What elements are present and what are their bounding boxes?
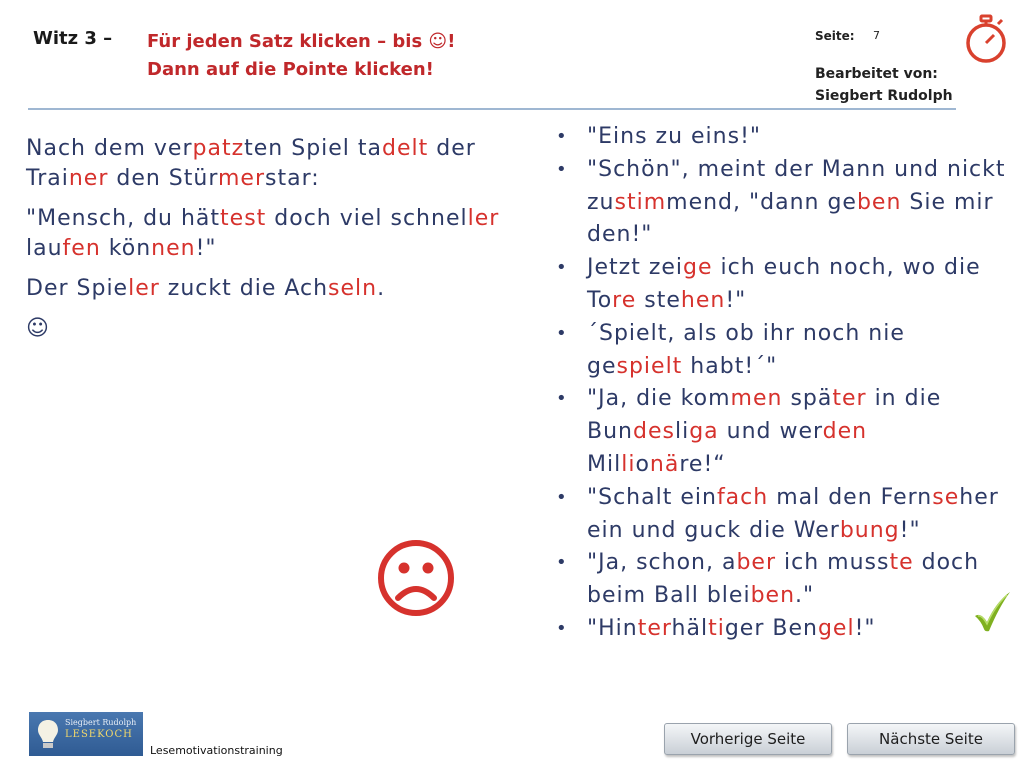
text-segment: "Hin [587, 615, 638, 641]
text-segment: . [377, 276, 386, 301]
text-segment: !" [195, 236, 217, 261]
highlighted-syllable: spielt [616, 353, 683, 379]
text-segment: star: [265, 166, 320, 191]
author-name: Siegbert Rudolph [815, 88, 953, 104]
option-item[interactable] [556, 154, 1006, 252]
option-item[interactable] [556, 121, 1006, 154]
stopwatch-icon[interactable] [962, 14, 1010, 64]
highlighted-syllable: den [822, 419, 868, 445]
page-number: 7 [873, 29, 880, 42]
highlighted-syllable: bung [839, 517, 900, 543]
highlighted-syllable: re [612, 287, 637, 313]
highlighted-syllable: ben [750, 583, 796, 609]
highlighted-syllable: li [621, 451, 636, 477]
joke-number-label: Witz 3 – [33, 28, 113, 49]
highlighted-syllable: test [220, 206, 267, 231]
text-segment: her ein und guck die Wer [587, 484, 999, 543]
training-label: Lesemotivationstraining [150, 744, 283, 757]
text-segment: habt!´" [682, 353, 778, 379]
text-segment: kön [100, 236, 152, 261]
punchline-options [556, 121, 1006, 646]
intro-paragraph[interactable] [26, 274, 526, 304]
text-segment: ger Ben [724, 615, 818, 641]
text-segment: der Trai [26, 136, 476, 191]
instruction-line-1: Für jeden Satz klicken – bis ☺! [147, 31, 456, 52]
bullet-marker: • [556, 552, 568, 574]
bullet-marker: • [556, 388, 568, 410]
text-segment: "Ja, die kom [587, 386, 731, 412]
text-segment: Sie mir den!" [587, 189, 994, 248]
highlighted-syllable: men [730, 386, 783, 412]
highlighted-syllable: te [889, 550, 914, 576]
checkmark-icon[interactable] [972, 590, 1012, 634]
joke-intro [26, 134, 526, 354]
logo-wordmark: LESEKOCH [65, 729, 133, 740]
highlighted-syllable: ler [467, 206, 500, 231]
highlighted-syllable: ner [68, 166, 109, 191]
lightbulb-icon [37, 718, 59, 750]
text-segment: ste [636, 287, 681, 313]
text-segment: !" [854, 615, 876, 641]
intro-paragraph[interactable] [26, 204, 526, 264]
highlighted-syllable: nen [151, 236, 196, 261]
text-segment: und wer [718, 419, 823, 445]
bullet-marker: • [556, 126, 568, 147]
bullet-marker: • [556, 257, 568, 279]
logo-author: Siegbert Rudolph [65, 718, 137, 727]
text-segment: mal den Fern [768, 484, 933, 510]
text-segment: doch viel schnel [266, 206, 468, 231]
highlighted-syllable: mer [218, 166, 266, 191]
text-segment: ten Spiel ta [244, 136, 383, 161]
highlighted-syllable: hen [680, 287, 726, 313]
text-segment: Der Spie [26, 276, 129, 301]
text-segment: "Ja, schon, a [587, 550, 737, 576]
text-segment: !" [725, 287, 747, 313]
text-segment: zuckt die Ach [159, 276, 329, 301]
edited-by-label: Bearbeitet von: [815, 66, 938, 82]
instruction-line-2: Dann auf die Pointe klicken! [147, 59, 434, 80]
intro-paragraph[interactable] [26, 134, 526, 194]
bullet-marker: • [556, 322, 568, 344]
highlighted-syllable: ga [689, 419, 719, 445]
highlighted-syllable: patz [192, 136, 245, 161]
highlighted-syllable: ter [832, 386, 867, 412]
instruction-text [147, 28, 455, 84]
highlighted-syllable: nä [649, 451, 680, 477]
next-page-button[interactable]: Nächste Seite [847, 723, 1015, 755]
text-segment: doch beim Ball blei [587, 550, 980, 609]
highlighted-syllable: fach [716, 484, 769, 510]
text-segment: o [635, 451, 650, 477]
highlighted-syllable: ben [856, 189, 902, 215]
text-segment: den Stür [108, 166, 218, 191]
option-item[interactable] [556, 482, 1006, 548]
bullet-marker: • [556, 486, 568, 508]
highlighted-syllable: ti [708, 615, 725, 641]
option-item[interactable] [556, 318, 1006, 384]
option-item[interactable] [556, 613, 1006, 646]
highlighted-syllable: gel [817, 615, 855, 641]
highlighted-syllable: ler [128, 276, 160, 301]
text-segment: !" [899, 517, 921, 543]
option-item[interactable] [556, 383, 1006, 481]
highlighted-syllable: delt [382, 136, 429, 161]
smiley-line[interactable] [26, 314, 526, 344]
text-segment: ´Spielt, als ob ihr noch nie ge [587, 320, 905, 379]
highlighted-syllable: ge [683, 255, 713, 281]
bullet-marker: • [556, 158, 568, 180]
text-segment: ich euch noch, wo die To [587, 255, 981, 313]
text-segment: Jetzt zei [587, 255, 684, 281]
text-segment: ." [795, 583, 815, 609]
text-segment: li [674, 419, 690, 445]
option-item[interactable] [556, 252, 1006, 318]
text-segment: "Schalt ein [587, 484, 717, 510]
text-segment: Nach dem ver [26, 136, 193, 161]
sad-face-icon [376, 538, 456, 618]
highlighted-syllable: fen [62, 236, 101, 261]
text-segment: ☺ [26, 316, 50, 341]
header-divider [28, 108, 956, 110]
text-segment: "Mensch, du hät [26, 206, 221, 231]
options-list [556, 121, 1006, 646]
highlighted-syllable: stim [614, 189, 667, 215]
lesekoch-logo [29, 712, 143, 756]
text-segment: in die Bun [587, 386, 942, 445]
option-item[interactable] [556, 547, 1006, 613]
text-segment: mend, "dann ge [666, 189, 857, 215]
text-segment: re!“ [679, 451, 726, 477]
highlighted-syllable: seln [328, 276, 378, 301]
highlighted-syllable: ter [637, 615, 672, 641]
highlighted-syllable: se [932, 484, 960, 510]
page-label: Seite: [815, 29, 855, 43]
highlighted-syllable: ber [736, 550, 776, 576]
text-segment: ich muss [776, 550, 890, 576]
text-segment: spä [782, 386, 833, 412]
text-segment: lau [26, 236, 63, 261]
text-segment: Mil [587, 451, 622, 477]
previous-page-button[interactable]: Vorherige Seite [664, 723, 832, 755]
text-segment: häl [671, 615, 709, 641]
text-segment: "Schön", meint der Mann und nickt zu [587, 156, 1006, 215]
text-segment: "Eins zu eins!" [587, 124, 762, 149]
highlighted-syllable: des [632, 419, 675, 445]
bullet-marker: • [556, 617, 568, 639]
